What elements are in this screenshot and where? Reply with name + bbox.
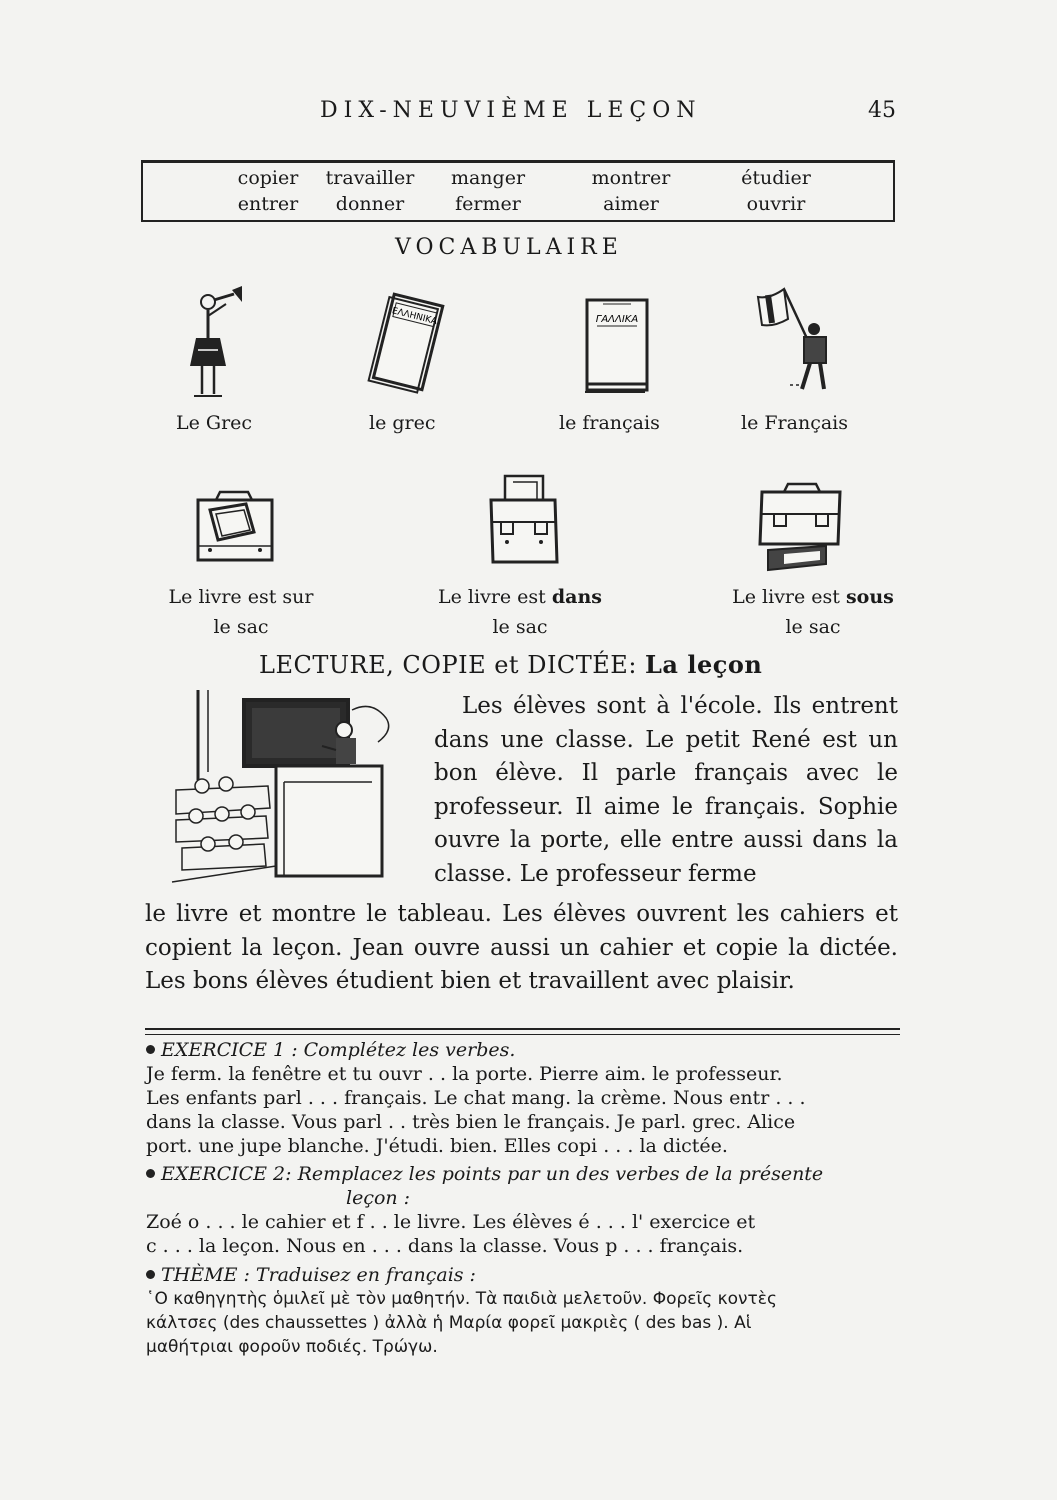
- verb-item: copier: [237, 167, 299, 189]
- exercise-line: Les enfants parl . . . français. Le chat mang. la crème. Nous entr . . .: [146, 1087, 806, 1109]
- exercise-heading-cont: leçon :: [346, 1187, 411, 1209]
- exercise-line: Je ferm. la fenêtre et tu ouvr . . la porte. Pierre aim. le professeur.: [146, 1063, 783, 1085]
- position-caption-bold: sous: [845, 586, 894, 608]
- position-caption-line1: Le livre est: [438, 586, 552, 608]
- position-caption-line1: Le livre est: [732, 586, 846, 608]
- bullet-icon: [146, 1169, 155, 1178]
- vocab-caption: le français: [559, 412, 660, 434]
- greek-book-icon: [372, 294, 452, 400]
- position-caption: [156, 582, 326, 642]
- position-caption: [430, 582, 610, 642]
- vocabulary-title: VOCABULAIRE: [395, 235, 623, 260]
- verb-item: ouvrir: [746, 193, 806, 215]
- classroom-illustration: [172, 690, 404, 886]
- exercise-heading-text: THÈME : Traduisez en français :: [161, 1264, 476, 1286]
- separator-rule: [145, 1028, 900, 1030]
- book-label: ΓΑΛΛΙΚΑ: [595, 314, 639, 325]
- french-man-flag-icon: [750, 285, 850, 403]
- bullet-icon: [146, 1045, 155, 1054]
- exercise-2: [146, 1162, 898, 1258]
- vocab-caption: le grec: [369, 412, 436, 434]
- position-caption-line2: le sac: [785, 616, 841, 638]
- exercise-line: ῾Ο καθηγητὴς ὁμιλεῖ μὲ τὸν μαθητήν. Τὰ παιδιὰ μελετοῦν. Φορεῖς κοντὲς: [146, 1289, 777, 1309]
- position-caption: [718, 582, 908, 642]
- exercise-line: κάλτσες (des chaussettes ) ἀλλὰ ἡ Μαρία φορεῖ μακριὲς ( des bas ). Αἱ: [146, 1313, 752, 1333]
- theme-exercise: [146, 1263, 898, 1359]
- book-in-bag-icon: [485, 472, 565, 570]
- exercise-heading-text: EXERCICE 2: Remplacez les points par un des verbes de la présente: [161, 1163, 824, 1185]
- verb-item: montrer: [591, 167, 671, 189]
- verb-list-box: [141, 160, 895, 222]
- exercise-line: μαθήτριαι φοροῦν ποδιές. Τρώγω.: [146, 1337, 438, 1357]
- greek-boy-trumpet-icon: [188, 290, 248, 408]
- exercise-1: [146, 1038, 898, 1158]
- book-under-bag-icon: [754, 480, 850, 580]
- position-caption-line2: le sac: [213, 616, 269, 638]
- verb-item: fermer: [455, 193, 521, 215]
- bullet-icon: [146, 1270, 155, 1279]
- verb-item: aimer: [603, 193, 659, 215]
- page-number: 45: [868, 98, 896, 123]
- lesson-title: DIX-NEUVIÈME LEÇON: [320, 98, 702, 123]
- french-book-icon: [583, 298, 651, 398]
- position-caption-line2: le sac: [492, 616, 548, 638]
- exercise-heading: [146, 1162, 898, 1186]
- verb-item: entrer: [237, 193, 299, 215]
- reading-title: [259, 650, 762, 679]
- reading-paragraph-bottom: le livre et montre le tableau. Les élèves ouvrent les cahiers et copient la leçon. Jean ouvre aussi un cahier et copie la dictée. Les bons élèves étudient bien et travaillent avec plaisir.: [145, 901, 898, 994]
- separator-rule: [145, 1034, 900, 1035]
- exercise-line: dans la classe. Vous parl . . très bien le français. Je parl. grec. Alice: [146, 1111, 796, 1133]
- position-caption-bold: dans: [551, 586, 602, 608]
- verb-item: manger: [450, 167, 526, 189]
- exercise-heading-text: EXERCICE 1 : Complétez les verbes.: [161, 1039, 516, 1061]
- reading-title-subject: La leçon: [645, 650, 763, 679]
- exercise-heading: [146, 1038, 898, 1062]
- vocab-caption: Le Grec: [176, 412, 253, 434]
- reading-title-prefix: LECTURE, COPIE et DICTÉE:: [259, 651, 646, 679]
- verb-item: étudier: [741, 167, 811, 189]
- vocab-caption: le Français: [741, 412, 848, 434]
- verb-item: travailler: [325, 167, 415, 189]
- verb-item: donner: [335, 193, 405, 215]
- book-label: ΕΛΛΗΝΙΚΑ: [390, 306, 439, 328]
- position-caption-line1: Le livre est sur: [168, 586, 314, 608]
- exercise-line: Zoé o . . . le cahier et f . . le livre. Les élèves é . . . l' exercice et: [146, 1211, 756, 1233]
- exercise-line: c . . . la leçon. Nous en . . . dans la classe. Vous p . . . français.: [146, 1235, 744, 1257]
- book-on-bag-icon: [190, 484, 280, 574]
- reading-paragraph-top: Les élèves sont à l'école. Ils entrent dans une classe. Le petit René est un bon élève. Il parle français avec le professeur. Il aime le français. Sophie ouvre la porte, elle entre aussi dans la classe. Le professeur ferme: [434, 693, 898, 887]
- exercise-heading: [146, 1263, 898, 1287]
- exercise-line: port. une jupe blanche. J'étudi. bien. Elles copi . . . la dictée.: [146, 1135, 728, 1157]
